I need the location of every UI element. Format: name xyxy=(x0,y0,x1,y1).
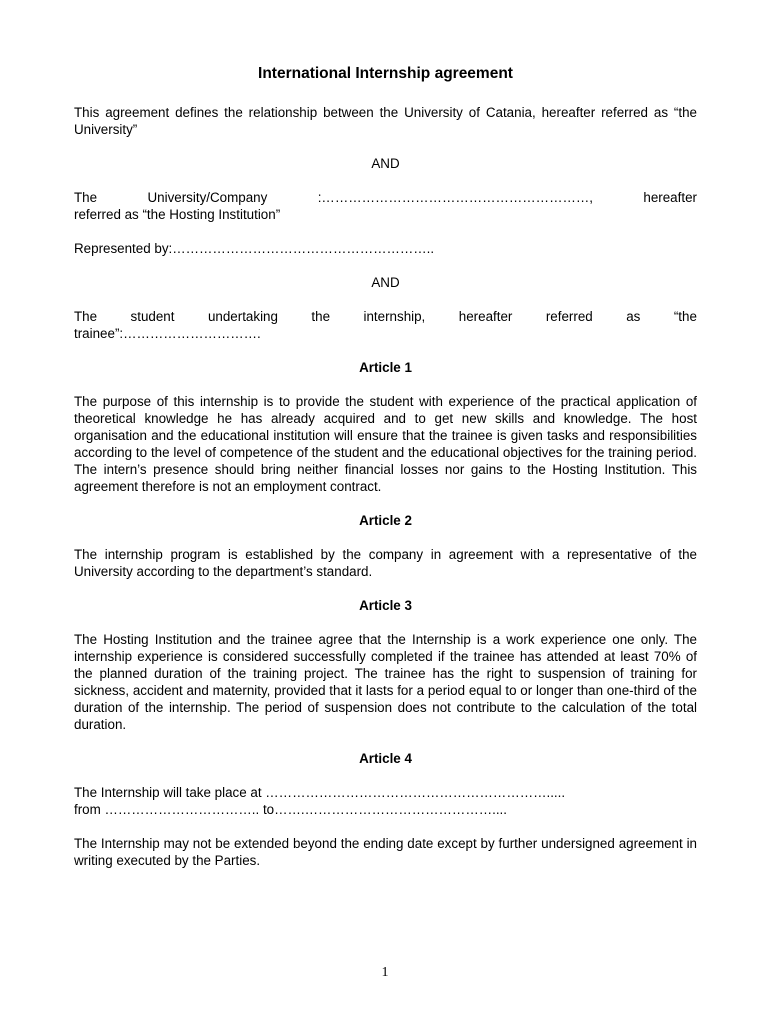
hosting-institution-line: referred as “the Hosting Institution” xyxy=(74,207,281,222)
host-word: University/Company xyxy=(147,190,268,205)
trainee-word: “the xyxy=(673,309,697,324)
trainee-word: hereafter xyxy=(458,309,513,324)
and-separator: AND xyxy=(371,275,400,290)
trainee-word: The xyxy=(74,309,98,324)
trainee-word: undertaking xyxy=(207,309,278,324)
article-paragraph: The internship program is established by the company in agreement with a representative of the University according to the department’s standard. xyxy=(74,547,697,579)
internship-location-line: The Internship will take place at ………………………………………………………..... xyxy=(74,785,566,800)
represented-by-line: Represented by:………………………………………………….. xyxy=(74,241,435,256)
document-body xyxy=(74,64,697,886)
document-title: International Internship agreement xyxy=(258,65,513,82)
article-paragraph: The Internship may not be extended beyond the ending date except by further undersigned agreement in writing executed by the Parties. xyxy=(74,836,697,868)
hosting-institution-line xyxy=(74,189,697,206)
trainee-line xyxy=(74,308,697,325)
host-word: hereafter xyxy=(643,190,697,205)
article-heading: Article 2 xyxy=(359,513,412,528)
article-heading: Article 4 xyxy=(359,751,412,766)
trainee-line: trainee”:…………………………. xyxy=(74,326,261,341)
host-blank-field: :……………………………………………………, xyxy=(317,190,593,205)
trainee-word: student xyxy=(130,309,175,324)
trainee-word: as xyxy=(626,309,641,324)
internship-dates-paragraph xyxy=(74,784,697,818)
internship-period-line: from …………………………….. to…….…………………………………….... xyxy=(74,802,507,817)
intro-paragraph: This agreement defines the relationship between the University of Catania, hereafter referred as “the University” xyxy=(74,105,697,137)
and-separator: AND xyxy=(371,156,400,171)
trainee-paragraph xyxy=(74,308,697,342)
page-number: 1 xyxy=(381,965,389,980)
article-heading: Article 3 xyxy=(359,598,412,613)
host-word: The xyxy=(74,190,98,205)
trainee-word: internship, xyxy=(363,309,426,324)
trainee-word: referred xyxy=(545,309,593,324)
trainee-word: the xyxy=(311,309,331,324)
article-paragraph: The purpose of this internship is to provide the student with experience of the practical application of theoretical knowledge he has already acquired and to get new skills and knowledge. The host organisation and the educational institution will ensure that the trainee is given tasks and responsibilities according to the level of competence of the student and the educational objectives for the training period. The intern’s presence should bring neither financial losses nor gains to the Hosting Institution. This agreement therefore is not an employment contract. xyxy=(74,394,697,494)
article-paragraph: The Hosting Institution and the trainee agree that the Internship is a work experience one only. The internship experience is considered successfully completed if the trainee has attended at least 70% of the planned duration of the training project. The trainee has the right to suspension of training for sickness, accident and maternity, provided that it lasts for a period equal to or longer than one-third of the duration of the internship. The period of suspension does not contribute to the calculation of the total duration. xyxy=(74,632,697,732)
hosting-institution-paragraph xyxy=(74,189,697,223)
article-heading: Article 1 xyxy=(359,360,412,375)
